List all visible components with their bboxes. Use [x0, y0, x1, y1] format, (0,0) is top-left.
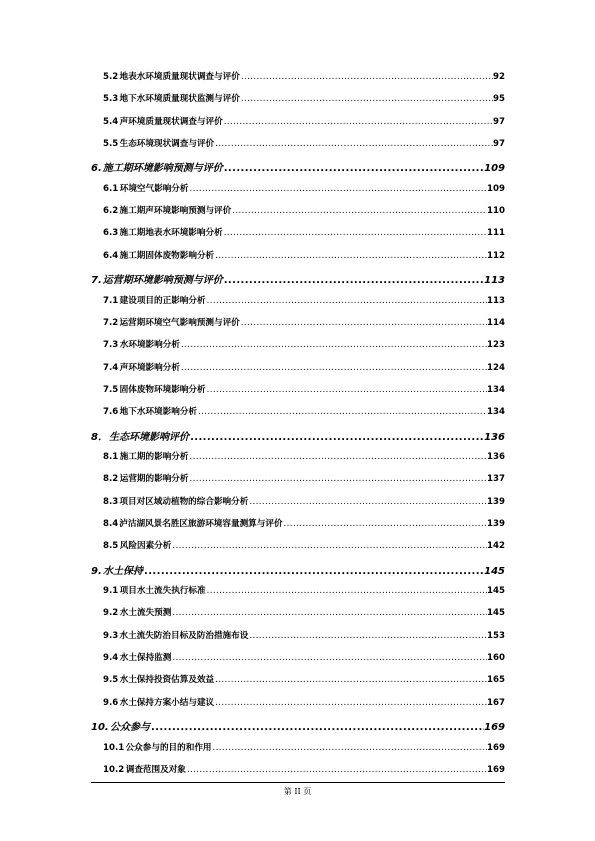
- toc-entry-number: 5.3: [103, 94, 119, 105]
- toc-entry-page-number: 134: [487, 384, 505, 395]
- toc-entry-page-number: 165: [487, 675, 505, 686]
- toc-leader-dots: [231, 206, 487, 216]
- toc-entry-title: 地下水环境影响分析: [119, 407, 198, 418]
- toc-section-entry: [103, 517, 505, 533]
- toc-entry-number: 6.1: [103, 183, 119, 194]
- toc-entry-page-number: 153: [487, 630, 505, 641]
- toc-leader-dots: [248, 631, 487, 641]
- toc-entry-title: 水环境影响分析: [119, 340, 180, 351]
- toc-leader-dots: [206, 296, 487, 306]
- toc-entry-number: 8.5: [103, 541, 119, 552]
- toc-entry-page-number: 110: [487, 206, 505, 217]
- toc-entry-title: 运营期环境影响预测与评价: [102, 275, 223, 287]
- toc-entry-page-number: 109: [484, 163, 505, 175]
- toc-entry-number: 9.6: [103, 697, 119, 708]
- toc-section-entry: [103, 137, 505, 153]
- toc-entry-title: 公众参与的目的和作用: [125, 742, 212, 753]
- toc-entry-page-number: 160: [487, 653, 505, 664]
- toc-section-entry: [103, 294, 505, 310]
- toc-entry-number: 8.3: [103, 496, 119, 507]
- toc-section-entry: [103, 696, 505, 712]
- toc-entry-page-number: 134: [487, 407, 505, 418]
- toc-entry-title: 施工期声环境影响预测与评价: [119, 206, 232, 217]
- toc-leader-dots: [214, 139, 493, 149]
- toc-entry-title: 水土保持投资估算及效益: [119, 675, 215, 686]
- toc-entry-page-number: 145: [484, 565, 505, 577]
- toc-entry-title: 水土保持: [103, 565, 144, 577]
- toc-leader-dots: [248, 497, 487, 507]
- toc-entry-page-number: 113: [487, 295, 505, 306]
- toc-entry-number: 8.2: [103, 474, 119, 485]
- toc-entry-title: 地表水环境质量现状调查与评价: [119, 72, 240, 82]
- toc-entry-page-number: 114: [487, 317, 505, 328]
- toc-section-entry: [103, 763, 505, 779]
- toc-entry-page-number: 97: [493, 139, 505, 150]
- toc-leader-dots: [188, 452, 487, 462]
- toc-section-entry: [103, 584, 505, 600]
- toc-entry-number: 7.1: [103, 295, 119, 306]
- toc-leader-dots: [171, 608, 487, 618]
- toc-entry-number: 6.3: [103, 228, 119, 239]
- toc-leader-dots: [240, 72, 493, 82]
- toc-entry-page-number: 111: [487, 228, 505, 239]
- toc-entry-number: 9.2: [103, 608, 119, 619]
- toc-entry-page-number: 92: [493, 72, 505, 82]
- toc-entry-title: 风险因素分析: [119, 541, 172, 552]
- toc-leader-dots: [206, 586, 487, 596]
- toc-section-entry: [103, 249, 505, 265]
- toc-entry-number: 7.3: [103, 340, 119, 351]
- toc-entry-page-number: 97: [493, 116, 505, 127]
- toc-entry-number: 6.4: [103, 250, 119, 261]
- toc-entry-page-number: 142: [487, 541, 505, 552]
- toc-entry-title: 水土保持方案小结与建议: [119, 697, 215, 708]
- toc-chapter-entry: [91, 271, 505, 287]
- toc-entry-title: 项目水土流失执行标准: [119, 586, 206, 597]
- toc-section-entry: [103, 226, 505, 242]
- toc-entry-title: 水土流失预测: [119, 608, 172, 619]
- toc-section-entry: [103, 405, 505, 421]
- toc-leader-dots: [189, 432, 484, 443]
- toc-leader-dots: [223, 117, 493, 127]
- toc-leader-dots: [223, 163, 484, 174]
- toc-entry-page-number: 139: [487, 496, 505, 507]
- toc-entry-number: 10.2: [103, 764, 125, 775]
- toc-entry-title: 项目对区域动植物的综合影响分析: [119, 496, 249, 507]
- toc-entry-page-number: 139: [487, 519, 505, 529]
- toc-entry-title: 环境空气影响分析: [119, 183, 189, 194]
- toc-leader-dots: [180, 363, 487, 373]
- toc-entry-page-number: 136: [484, 431, 505, 443]
- toc-entry-title: 施工期固体废物影响分析: [119, 250, 215, 261]
- toc-section-entry: [103, 472, 505, 488]
- toc-leader-dots: [283, 519, 488, 529]
- toc-entry-page-number: 167: [487, 697, 505, 708]
- toc-entry-number: 7.: [91, 275, 102, 287]
- toc-leader-dots: [143, 566, 484, 577]
- toc-entry-page-number: 145: [487, 586, 505, 597]
- toc-entry-page-number: 169: [484, 722, 505, 734]
- toc-chapter-entry: [91, 159, 505, 175]
- toc-section-entry: [103, 182, 505, 198]
- toc-entry-page-number: 95: [493, 94, 505, 105]
- toc-section-entry: [103, 651, 505, 667]
- toc-entry-title: 固体废物环境影响分析: [119, 384, 206, 395]
- toc-leader-dots: [214, 675, 487, 685]
- toc-leader-dots: [206, 385, 487, 395]
- toc-chapter-entry: [91, 428, 505, 444]
- toc-entry-page-number: 123: [487, 340, 505, 351]
- toc-leader-dots: [240, 318, 487, 328]
- toc-section-entry: [103, 629, 505, 645]
- toc-section-entry: [103, 741, 505, 757]
- toc-entry-number: 7.5: [103, 384, 119, 395]
- toc-entry-number: 7.4: [103, 362, 119, 373]
- toc-entry-title: 声环境影响分析: [119, 362, 180, 373]
- toc-entry-page-number: 124: [487, 362, 505, 373]
- toc-section-entry: [103, 361, 505, 377]
- toc-entry-number: 9.4: [103, 653, 119, 664]
- toc-entry-page-number: 137: [487, 474, 505, 485]
- toc-entry-page-number: 136: [487, 451, 505, 462]
- toc-entry-number: 6.: [91, 163, 102, 175]
- toc-entry-title: 生态环境影响评价: [109, 431, 190, 443]
- toc-leader-dots: [188, 184, 487, 194]
- toc-section-entry: [103, 92, 505, 108]
- toc-entry-title: 地下水环境质量现状监测与评价: [119, 94, 240, 105]
- toc-entry-page-number: 112: [487, 250, 505, 261]
- toc-entry-number: 8．: [91, 431, 108, 443]
- toc-entry-number: 5.5: [103, 139, 119, 150]
- toc-entry-number: 9.5: [103, 675, 119, 686]
- toc-leader-dots: [197, 407, 487, 417]
- toc-entry-page-number: 145: [487, 608, 505, 619]
- toc-entry-title: 运营期环境空气影响预测与评价: [119, 317, 240, 328]
- toc-leader-dots: [214, 698, 487, 708]
- toc-entry-title: 公众参与: [109, 722, 150, 734]
- toc-entry-title: 运营期的影响分析: [119, 474, 189, 485]
- toc-entry-number: 6.2: [103, 206, 119, 217]
- toc-entry-title: 水土保持监测: [119, 653, 172, 664]
- toc-leader-dots: [223, 228, 487, 238]
- toc-section-entry: [103, 338, 505, 354]
- toc-section-entry: [103, 383, 505, 399]
- footer-divider: [91, 782, 505, 783]
- toc-entry-title: 声环境质量现状调查与评价: [119, 116, 223, 127]
- toc-entry-title: 调查范围及对象: [125, 764, 186, 775]
- toc-entry-number: 7.6: [103, 407, 119, 418]
- toc-section-entry: [103, 70, 505, 86]
- toc-section-entry: [103, 495, 505, 511]
- toc-entry-number: 5.2: [103, 72, 119, 82]
- toc-leader-dots: [180, 340, 487, 350]
- toc-leader-dots: [150, 722, 484, 733]
- toc-entry-number: 7.2: [103, 317, 119, 328]
- toc-chapter-entry: [91, 562, 505, 578]
- toc-entry-page-number: 169: [487, 764, 505, 775]
- toc-entry-title: 施工期环境影响预测与评价: [102, 163, 223, 175]
- toc-section-entry: [103, 539, 505, 555]
- toc-entry-number: 8.4: [103, 519, 119, 529]
- toc-entry-title: 施工期的影响分析: [119, 451, 189, 462]
- toc-entry-title: 泸沽湖风景名胜区旅游环境容量测算与评价: [119, 519, 283, 529]
- toc-entry-page-number: 113: [484, 275, 505, 287]
- page-footer: 第 II 页: [283, 787, 312, 796]
- toc-entry-number: 9.: [91, 565, 102, 577]
- toc-entry-title: 施工期地表水环境影响分析: [119, 228, 223, 239]
- toc-section-entry: [103, 115, 505, 131]
- toc-entry-title: 建设项目的正影响分析: [119, 295, 206, 306]
- toc-leader-dots: [212, 743, 488, 753]
- toc-entry-number: 8.1: [103, 451, 119, 462]
- toc-leader-dots: [223, 275, 484, 286]
- toc-leader-dots: [186, 765, 487, 775]
- toc-entry-number: 5.4: [103, 116, 119, 127]
- toc-section-entry: [103, 450, 505, 466]
- toc-section-entry: [103, 204, 505, 220]
- toc-entry-number: 9.3: [103, 630, 119, 641]
- toc-leader-dots: [214, 251, 487, 261]
- toc-section-entry: [103, 606, 505, 622]
- toc-chapter-entry: [91, 718, 505, 734]
- toc-leader-dots: [188, 474, 487, 484]
- toc-entry-page-number: 169: [487, 742, 505, 753]
- toc-entry-title: 生态环境现状调查与评价: [119, 139, 215, 150]
- toc-leader-dots: [171, 541, 487, 551]
- toc-leader-dots: [171, 653, 487, 663]
- toc-section-entry: [103, 316, 505, 332]
- toc-leader-dots: [240, 94, 493, 104]
- toc-entry-number: 9.1: [103, 586, 119, 597]
- toc-section-entry: [103, 673, 505, 689]
- toc-entry-number: 10.: [91, 722, 109, 734]
- toc-entry-title: 水土流失防治目标及防治措施布设: [119, 630, 249, 641]
- toc-entry-number: 10.1: [103, 742, 125, 753]
- toc-entry-page-number: 109: [487, 183, 505, 194]
